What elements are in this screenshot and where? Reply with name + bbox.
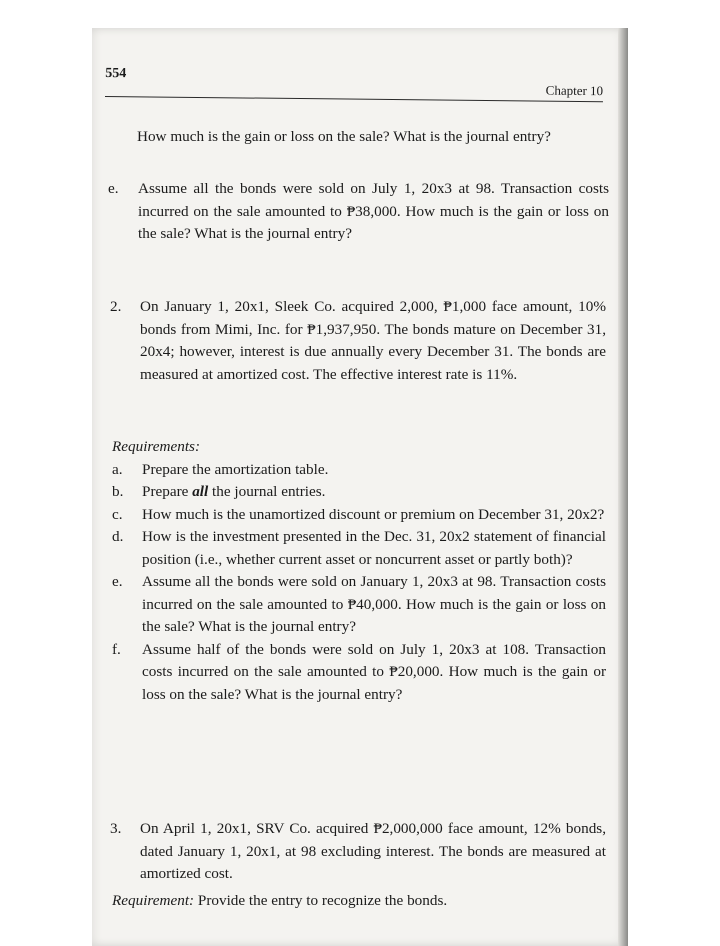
continued-item-e [108, 178, 609, 246]
continued-item-d [137, 126, 609, 149]
problem-2-marker: 2. [110, 298, 122, 315]
requirements-heading: Requirements: [112, 438, 201, 455]
requirement-e [112, 571, 606, 639]
requirement-e-text: Assume all the bonds were sold on January 1, 20x3 at 98. Transaction costs incurred on the sale amounted to ₱40,000. How much is the gain or loss on the sale? What is the journal entry? [142, 573, 606, 635]
problem-2 [110, 296, 606, 386]
requirement-a-text: Prepare the amortization table. [142, 460, 329, 478]
requirement-text: Provide the entry to recognize the bonds. [194, 892, 448, 909]
page-header [105, 66, 603, 102]
requirement-b-after: the journal entries. [208, 483, 326, 500]
requirement-a-marker: a. [112, 460, 123, 478]
problem-3 [110, 818, 606, 886]
requirement-b-text [142, 481, 606, 504]
problem-3-marker: 3. [110, 820, 122, 837]
requirement-label: Requirement: [112, 892, 195, 909]
problem-2-text: On January 1, 20x1, Sleek Co. acquired 2,000, ₱1,000 face amount, 10% bonds from Mimi, Inc. for ₱1,937,950. The bonds mature on December 31, 20x4; however, interest is due annually every December 31. The bonds are measured at amortized cost. The effective interest rate is 11%. [140, 298, 606, 383]
requirement-c [112, 504, 606, 527]
requirement-c-marker: c. [112, 505, 123, 523]
requirement-c-text: How much is the unamortized discount or premium on December 31, 20x2? [142, 505, 605, 523]
requirement-b-marker: b. [112, 483, 124, 500]
problem-3-requirement [112, 890, 606, 913]
requirement-f [112, 639, 606, 707]
requirement-f-marker: f. [112, 640, 121, 658]
continued-e-text: Assume all the bonds were sold on July 1, 20x3 at 98. Transaction costs incurred on the sale amounted to ₱38,000. How much is the gain or loss on the sale? What is the journal entry? [138, 180, 609, 242]
problem-2-requirements [112, 436, 606, 706]
problem-3-requirement-line [112, 890, 606, 913]
requirement-f-text: Assume half of the bonds were sold on July 1, 20x3 at 108. Transaction costs incurred on the sale amounted to ₱20,000. How much is the gain or loss on the sale? What is the journal entry? [142, 640, 606, 703]
requirement-d-marker: d. [112, 528, 124, 545]
requirement-e-marker: e. [112, 573, 123, 590]
requirement-b [112, 481, 606, 504]
continued-e-marker: e. [108, 180, 119, 197]
problem-3-text: On April 1, 20x1, SRV Co. acquired ₱2,000,000 face amount, 12% bonds, dated January 1, 20x1, at 98 excluding interest. The bonds are measured at amortized cost. [140, 820, 606, 882]
requirement-b-before: Prepare [142, 483, 193, 500]
requirement-d [112, 526, 606, 571]
page-edge-shadow [618, 28, 628, 946]
requirement-b-emphasis: all [192, 483, 209, 500]
requirement-d-text: How is the investment presented in the Dec. 31, 20x2 statement of financial position (i.e., whether current asset or noncurrent asset or partly both)? [142, 528, 606, 568]
book-page [92, 28, 628, 946]
chapter-label: Chapter 10 [545, 82, 604, 99]
requirement-a [112, 459, 606, 482]
page-number: 554 [105, 66, 127, 82]
continued-d-text: How much is the gain or loss on the sale? What is the journal entry? [137, 128, 551, 145]
